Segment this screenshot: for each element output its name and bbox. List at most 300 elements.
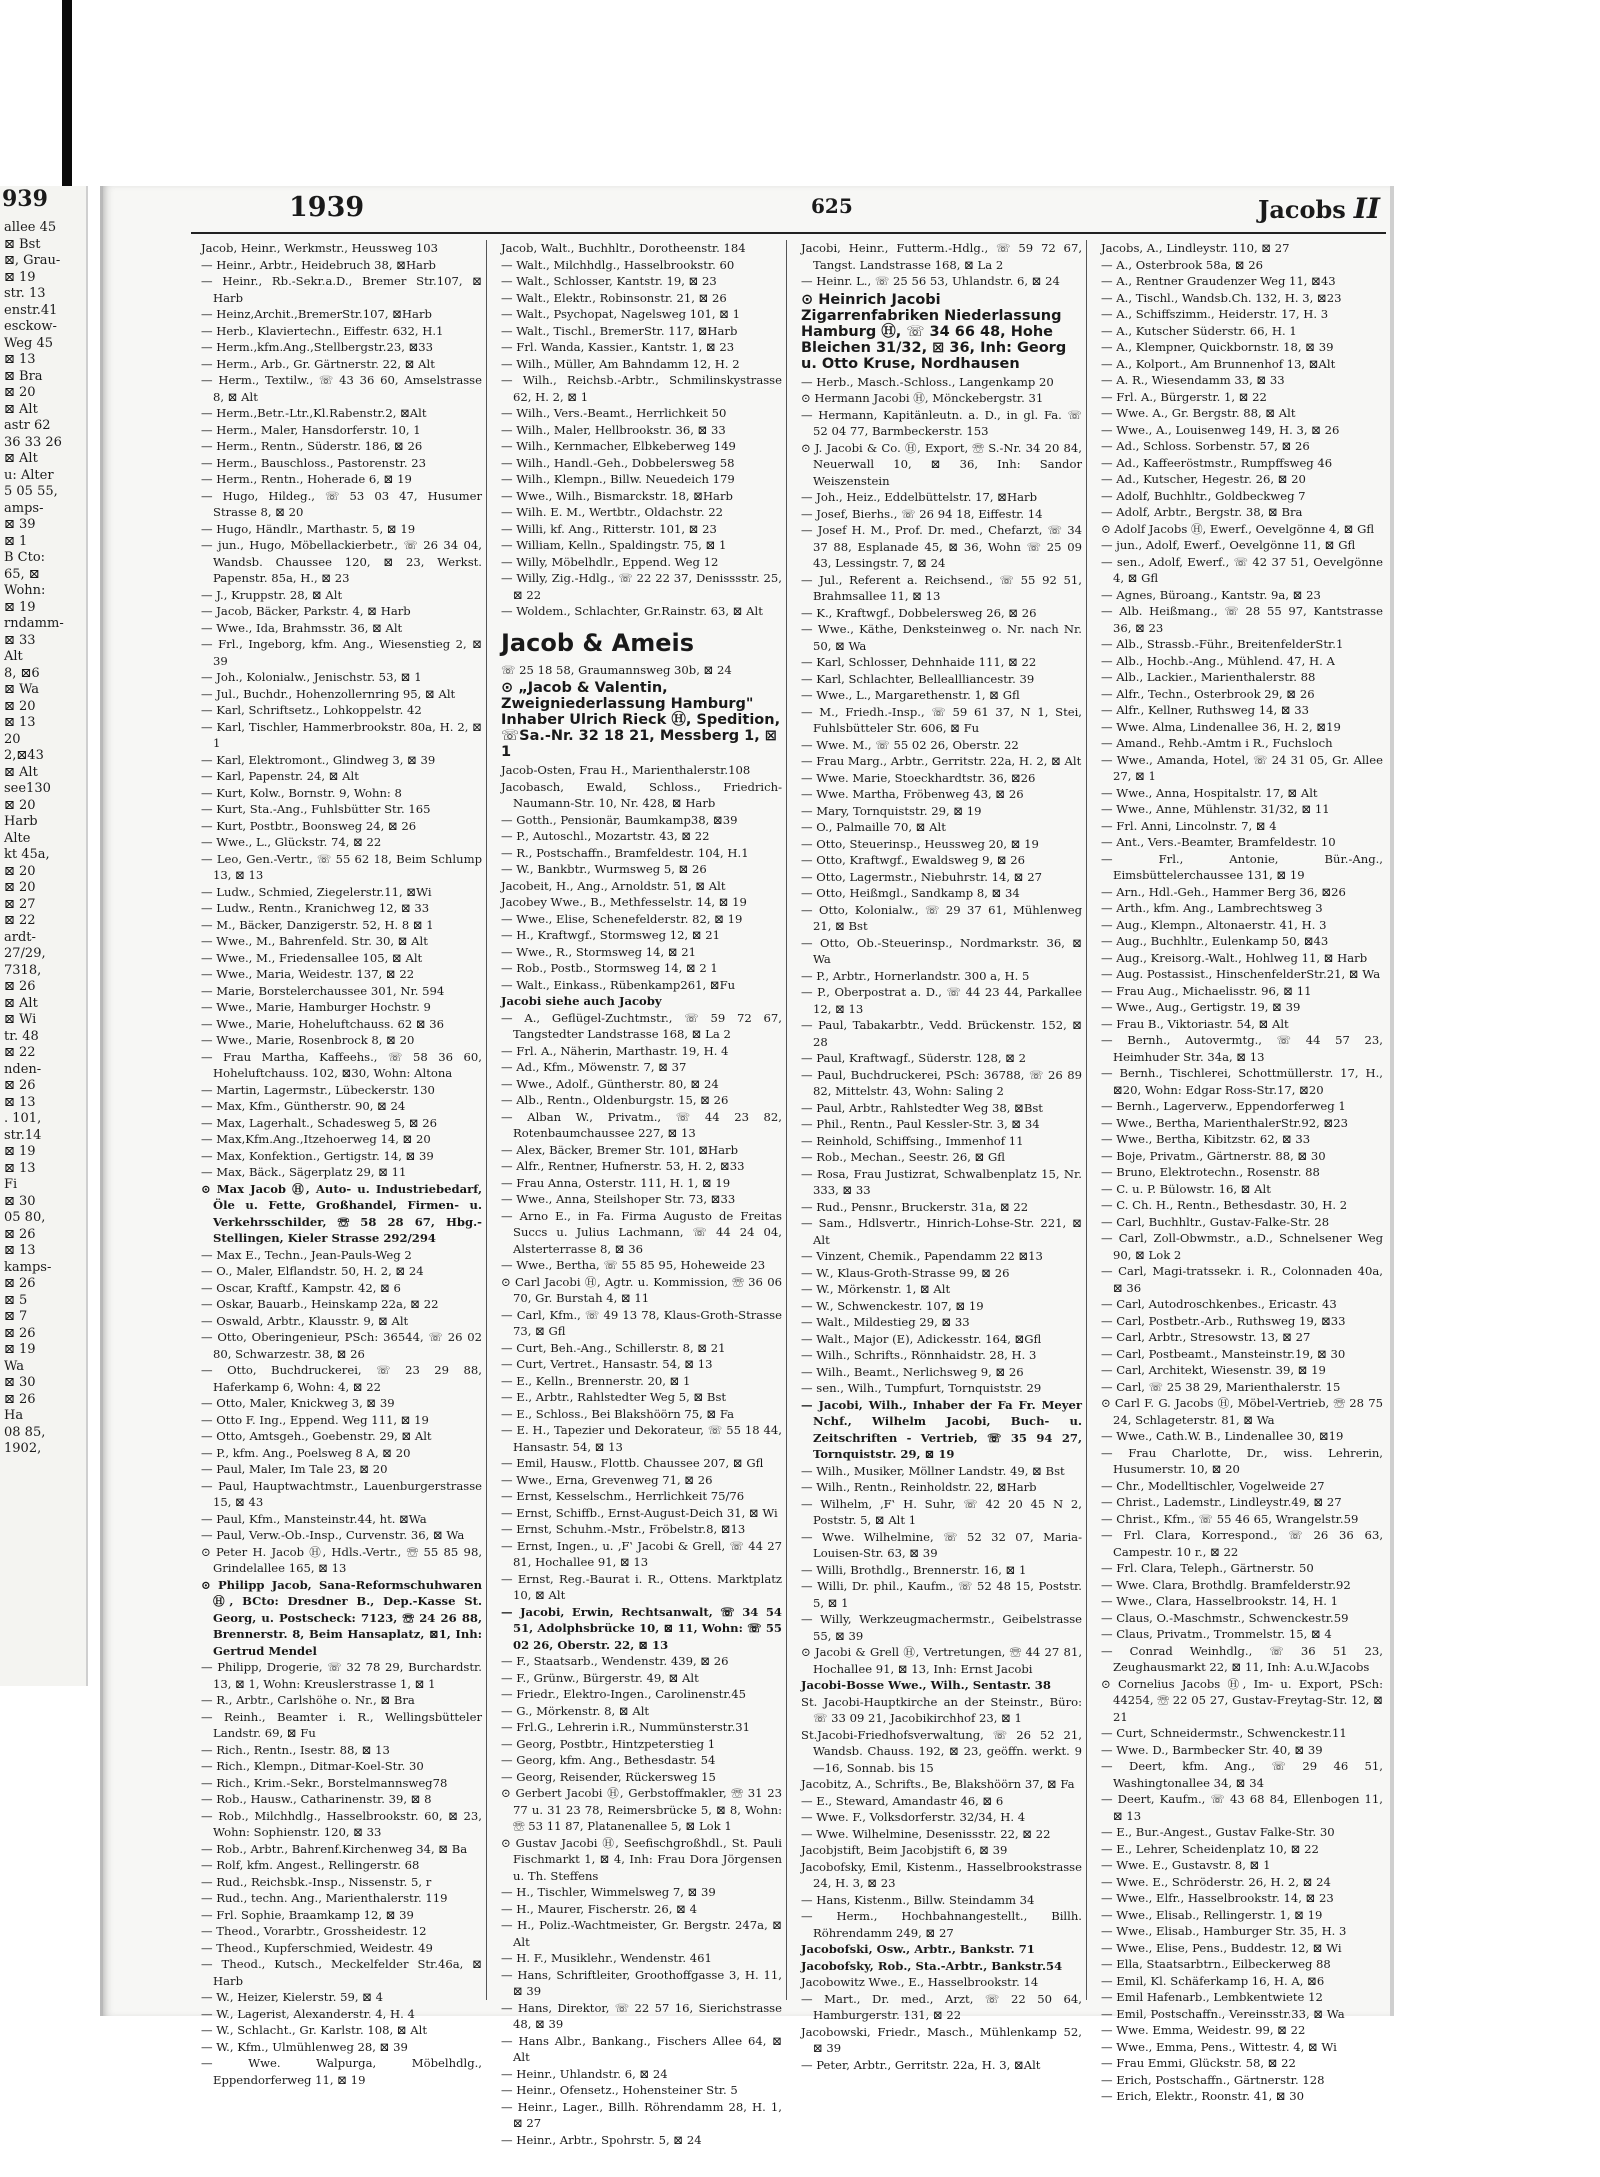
directory-entry: — Walt., Mildestieg 29, ⊠ 33 — [801, 1315, 970, 1329]
margin-fragment: ⊠ 26 — [4, 1391, 36, 1407]
directory-entry: — Wilh., Müller, Am Bahndamm 12, H. 2 — [501, 356, 740, 371]
directory-entry: — Carl, Postbeamt., Mansteinstr.19, ⊠ 30 — [1101, 1346, 1346, 1361]
directory-entry: — Hans, Kistenm., Billw. Steindamm 34 — [801, 1892, 1035, 1907]
directory-entry: — Rob., Arbtr., Bahrenf.Kirchenweg 34, ⊠ Ba — [201, 1841, 468, 1856]
directory-entry: — Alb. Heißmang., ☏ 28 55 97, Kantstrasse 36, ⊠ 23 — [1101, 604, 1383, 635]
directory-entry: — Carl, Autodroschkenbes., Ericastr. 43 — [1101, 1297, 1337, 1311]
directory-entry: — Carl, ☏ 25 38 29, Marienthalerstr. 15 — [1101, 1379, 1341, 1394]
directory-entry: — Theod., Kutsch., Meckelfelder Str.46a, ⊠ Harb — [201, 1957, 482, 1988]
directory-entry: — Emil, Hausw., Flottb. Chaussee 207, ⊠ Gfl — [501, 1456, 764, 1470]
directory-entry: — Aug. Postassist., HinschenfelderStr.21, ⊠ Wa — [1101, 967, 1381, 981]
directory-entry: — G., Mörkenstr. 8, ⊠ Alt — [501, 1703, 650, 1718]
directory-entry: — Alb., Strassb.-Führ., BreitenfelderStr.1 — [1101, 637, 1344, 651]
directory-entry: — Wwe. Martha, Fröbenweg 43, ⊠ 26 — [801, 787, 1024, 801]
directory-entry: Jacobi, Heinr., Futterm.-Hdlg., ☏ 59 72 67, Tangst. Landstrasse 168, ⊠ La 2 — [801, 241, 1082, 272]
directory-entry: — Wwe., L., Glückstr. 74, ⊠ 22 — [201, 835, 382, 849]
directory-entry: — Wwe., Ida, Brahmsstr. 36, ⊠ Alt — [201, 620, 403, 635]
page-year: 1939 — [289, 192, 365, 223]
directory-entry: — Georg, Reisender, Rückersweg 15 — [501, 1769, 716, 1784]
directory-entry: — W., Schwenckestr. 107, ⊠ 19 — [801, 1298, 984, 1313]
directory-entry: — Frl.G., Lehrerin i.R., Nummünsterstr.31 — [501, 1720, 751, 1734]
margin-fragment: ⊠ 26 — [4, 1325, 36, 1341]
directory-entry: — Martin, Lagermstr., Lübeckerstr. 130 — [201, 1082, 435, 1097]
directory-entry: — Wwe. F., Volksdorferstr. 32/34, H. 4 — [801, 1810, 1026, 1824]
directory-entry: — P., Arbtr., Hornerlandstr. 300 a, H. 5 — [801, 968, 1030, 983]
directory-entry: — Ad., Kutscher, Hegestr. 26, ⊠ 20 — [1101, 472, 1306, 486]
directory-entry: ⊙ Cornelius Jacobs Ⓗ, Im- u. Export, PSch: 44254, ☏ 22 05 27, Gustav-Freytag-Str. 12, ⊠ 21 — [1101, 1676, 1383, 1724]
directory-entry: Jacobowitz Wwe., E., Hasselbrookstr. 14 — [801, 1975, 1039, 1989]
margin-fragment: ⊠ 13 — [4, 1243, 36, 1258]
directory-entry: Jacobitz, A., Schrifts., Be, Blakshöörn 37, ⊠ Fa — [801, 1777, 1075, 1791]
directory-entry: — Heinr., Rb.-Sekr.a.D., Bremer Str.107, ⊠ Harb — [201, 274, 482, 305]
directory-entry: — Wwe., M., Friedensallee 105, ⊠ Alt — [201, 950, 423, 965]
margin-fragment: 7318, — [4, 962, 42, 978]
directory-entry: — Otto, Buchdruckerei, ☏ 23 29 88, Haferkamp 6, Wohn: 4, ⊠ 22 — [201, 1363, 482, 1394]
directory-entry: — Carl, Architekt, Wiesenstr. 39, ⊠ 19 — [1101, 1363, 1326, 1377]
margin-fragment: Harb — [4, 814, 38, 829]
margin-fragment: ⊠ 13 — [4, 352, 36, 367]
directory-entry: — Rud., techn. Ang., Marienthalerstr. 119 — [201, 1891, 448, 1905]
margin-fragment: ⊠ 22 — [4, 1045, 36, 1060]
directory-entry: — Herm., Rentn., Hoherade 6, ⊠ 19 — [201, 472, 412, 486]
directory-entry: — Wwe., Elise, Schenefelderstr. 82, ⊠ 19 — [501, 911, 743, 926]
directory-entry: — Ernst, Schuhm.-Mstr., Fröbelstr.8, ⊠13 — [501, 1522, 746, 1536]
directory-entry: — Wwe., Bertha, Kibitzstr. 62, ⊠ 33 — [1101, 1132, 1311, 1146]
directory-entry: — Wwe. E., Schröderstr. 26, H. 2, ⊠ 24 — [1101, 1874, 1331, 1889]
directory-entry: ⊙ Philipp Jacob, Sana-Reformschuhwaren Ⓗ, BCto: Dresdner B., Dep.-Kasse St. Georg, u. Postscheck: 7123, ☏ 24 26 88, Brennerstr. 8, Beim Hansaplatz, ⊠1, Inh: Gertrud Mendel — [201, 1577, 482, 1658]
directory-entry: — Rich., Klempn., Ditmar-Koel-Str. 30 — [201, 1759, 424, 1773]
directory-entry: — Hans, Direktor, ☏ 22 57 16, Sierichstrasse 48, ⊠ 39 — [501, 2000, 782, 2031]
directory-entry: — Frl. Sophie, Braamkamp 12, ⊠ 39 — [201, 1907, 414, 1922]
directory-entry: — Alex, Bäcker, Bremer Str. 101, ⊠Harb — [501, 1142, 739, 1157]
directory-entry: — Reinh., Beamter i. R., Wellingsbütteler Landstr. 69, ⊠ Fu — [201, 1709, 482, 1740]
directory-entry: — Karl, Schriftsetz., Lohkoppelstr. 42 — [201, 703, 422, 717]
directory-entry: — Friedr., Elektro-Ingen., Carolinenstr.45 — [501, 1687, 747, 1701]
directory-entry: — Paul, Kraftwagf., Süderstr. 128, ⊠ 2 — [801, 1051, 1027, 1065]
directory-entry: — Joh., Heiz., Eddelbüttelstr. 17, ⊠Harb — [801, 490, 1037, 504]
directory-entry: — Wwe. Marie, Stoeckhardtstr. 36, ⊠26 — [801, 770, 1036, 785]
directory-entry: — Alfr., Rentner, Hufnerstr. 53, H. 2, ⊠33 — [501, 1159, 745, 1173]
directory-entry: — Willy, Möbelhdlr., Eppend. Weg 12 — [501, 554, 719, 569]
directory-entry: — Willi, Brothdlg., Brennerstr. 16, ⊠ 1 — [801, 1562, 1027, 1577]
directory-entry: — E., Bur.-Angest., Gustav Falke-Str. 30 — [1101, 1825, 1335, 1839]
directory-entry: — Leo, Gen.-Vertr., ☏ 55 62 18, Beim Schlump 13, ⊠ 13 — [201, 851, 482, 882]
directory-entry: — Ernst, Kesselschm., Herrlichkeit 75/76 — [501, 1489, 745, 1503]
margin-fragment: nden- — [4, 1061, 42, 1077]
directory-entry: — Aug., Klempn., Altonaerstr. 41, H. 3 — [1101, 917, 1327, 932]
directory-entry: — Christ., Lademstr., Lindleystr.49, ⊠ 27 — [1101, 1495, 1342, 1509]
directory-entry: — Walt., Schlosser, Kantstr. 19, ⊠ 23 — [501, 274, 717, 288]
page-number: 625 — [811, 194, 853, 218]
directory-entry: — Bernh., Tischlerei, Schottmüllerstr. 17, H., ⊠20, Wohn: Edgar Ross-Str.17, ⊠20 — [1101, 1066, 1383, 1097]
directory-entry: St. Jacobi-Hauptkirche an der Steinstr., Büro: ☏ 33 09 21, Jacobikirchhof 23, ⊠ 1 — [801, 1694, 1082, 1725]
directory-entry: — E. H., Tapezier und Dekorateur, ☏ 55 18 44, Hansastr. 54, ⊠ 13 — [501, 1423, 782, 1454]
directory-entry: — Frau Anna, Osterstr. 111, H. 1, ⊠ 19 — [501, 1175, 731, 1190]
directory-entry: — Karl, Schlachter, Belleallliancestr. 39 — [801, 671, 1035, 686]
directory-entry: — Paul, Arbtr., Rahlstedter Weg 38, ⊠Bst — [801, 1100, 1043, 1115]
directory-entry: — Mary, Tornquiststr. 29, ⊠ 19 — [801, 803, 982, 818]
margin-fragment: ⊠ 26 — [4, 1276, 36, 1291]
directory-entry: — Alb., Hochb.-Ang., Mühlend. 47, H. A — [1101, 653, 1335, 668]
directory-entry: Jacob, Walt., Buchhltr., Dorotheenstr. 184 — [501, 241, 746, 255]
directory-entry: — Hans Albr., Bankang., Fischers Allee 64, ⊠ Alt — [501, 2033, 782, 2064]
directory-entry: — Wwe. M., ☏ 55 02 26, Oberstr. 22 — [801, 737, 1019, 752]
directory-entry: — Woldem., Schlachter, Gr.Rainstr. 63, ⊠ Alt — [501, 604, 763, 618]
directory-entry: — Wwe., Aug., Gertigstr. 19, ⊠ 39 — [1101, 1000, 1301, 1014]
margin-fragment: 27/29, — [4, 946, 46, 961]
margin-fragment: u: Alter — [4, 467, 54, 483]
directory-entry: — Vinzent, Chemik., Papendamm 22 ⊠13 — [801, 1249, 1043, 1263]
directory-entry: — Herb., Masch.-Schloss., Langenkamp 20 — [801, 374, 1054, 389]
previous-page-fragments — [0, 220, 86, 1458]
directory-entry: — Heinr., Arbtr., Heidebruch 38, ⊠Harb — [201, 257, 436, 272]
directory-entry: ⊙ Peter H. Jacob Ⓗ, Hdls.-Vertr., ☏ 55 85 98, Grindelallee 165, ⊠ 13 — [201, 1544, 482, 1575]
margin-fragment: ⊠ 27 — [4, 896, 36, 912]
directory-entry: — P., Oberpostrat a. D., ☏ 44 23 44, Parkallee 12, ⊠ 13 — [801, 985, 1082, 1016]
directory-entry: — Willy, Zig.-Hdlg., ☏ 22 22 37, Denisssstr. 25, ⊠ 22 — [501, 571, 782, 602]
margin-fragment: ⊠ 22 — [4, 913, 36, 928]
margin-fragment: Weg 45 — [4, 335, 53, 351]
directory-entry: St.Jacobi-Friedhofsverwaltung, ☏ 26 52 21, Wandsb. Chauss. 192, ⊠ 23, geöffn. werkt. 9—16, Sonnab. bis 15 — [801, 1727, 1082, 1775]
directory-entry: — Agnes, Büroang., Kantstr. 9a, ⊠ 23 — [1101, 587, 1321, 602]
directory-entry: — Heinr., Lager., Billh. Röhrendamm 28, H. 1, ⊠ 27 — [501, 2099, 782, 2130]
directory-entry: — Walt., Milchhdlg., Hasselbrookstr. 60 — [501, 257, 735, 272]
margin-fragment: Alte — [4, 830, 31, 846]
directory-entry: — Carl, Kfm., ☏ 49 13 78, Klaus-Groth-Strasse 73, ⊠ Gfl — [501, 1307, 782, 1338]
margin-fragment: ⊠ Alt — [4, 995, 38, 1011]
directory-entry: — Sam., Hdlsvertr., Hinrich-Lohse-Str. 221, ⊠ Alt — [801, 1216, 1082, 1247]
page-edge — [1390, 186, 1394, 2016]
directory-entry: — Ludw., Rentn., Kranichweg 12, ⊠ 33 — [201, 901, 430, 915]
directory-entry: — Oscar, Kraftf., Kampstr. 42, ⊠ 6 — [201, 1280, 401, 1295]
margin-fragment: Fi — [4, 1177, 18, 1192]
directory-entry: — jun., Hugo, Möbellackierbetr., ☏ 26 34 04, Wandsb. Chaussee 120, ⊠ 23, Werkst. Papenstr. 85a, H., ⊠ 23 — [201, 538, 482, 585]
directory-entry: — Wwe., Käthe, Denksteinweg o. Nr. nach Nr. 50, ⊠ Wa — [801, 622, 1082, 653]
directory-entry: — Phil., Rentn., Paul Kessler-Str. 3, ⊠ 34 — [801, 1117, 1040, 1131]
directory-entry: — Wilh., Vers.-Beamt., Herrlichkeit 50 — [501, 406, 727, 420]
directory-entry: — Erich, Elektr., Roonstr. 41, ⊠ 30 — [1101, 2089, 1305, 2103]
directory-entry: — Ad., Kfm., Möwenstr. 7, ⊠ 37 — [501, 1060, 687, 1074]
margin-fragment: ⊠ 19 — [4, 269, 36, 285]
directory-entry: ⊙ Gerbert Jacobi Ⓗ, Gerbstoffmakler, ☏ 31 23 77 u. 31 23 78, Reimersbrücke 5, ⊠ 8, Wohn: ☏ 53 11 87, Platanenallee 5, ⊠ Lok 1 — [501, 1786, 782, 1833]
directory-entry: — Otto F. Ing., Eppend. Weg 111, ⊠ 19 — [201, 1412, 429, 1427]
business-listing: ⊙ Heinrich Jacobi Zigarrenfabriken Niederlassung Hamburg Ⓗ, ☏ 34 66 48, Hohe Bleichen 31/32, ⊠ 36, Inh: Georg u. Otto Kruse, Nordhausen — [801, 291, 1067, 372]
directory-entry: Jacobofsky, Rob., Sta.-Arbtr., Bankstr.54 — [801, 1958, 1063, 1973]
directory-entry: — Wwe., Clara, Hasselbrookstr. 14, H. 1 — [1101, 1594, 1339, 1608]
margin-fragment: 8, ⊠6 — [4, 665, 40, 681]
directory-entry: — Wwe., Elisab., Hamburger Str. 35, H. 3 — [1101, 1924, 1347, 1938]
margin-fragment: astr 62 — [4, 418, 51, 433]
directory-entry: — J., Kruppstr. 28, ⊠ Alt — [201, 587, 343, 602]
directory-entry: — Wwe., Marie, Hamburger Hochstr. 9 — [201, 1000, 431, 1014]
margin-fragment: str.14 — [4, 1127, 42, 1143]
directory-entry: — Georg, Postbtr., Hintzpeterstieg 1 — [501, 1736, 716, 1751]
directory-entry: — Jul., Buchdr., Hohenzollernring 95, ⊠ Alt — [201, 686, 456, 701]
directory-entry: — Wilh., Reichsb.-Arbtr., Schmilinskystrasse 62, H. 2, ⊠ 1 — [501, 373, 782, 404]
directory-entry: — Hermann, Kapitänleutn. a. D., in gl. Fa. ☏ 52 04 77, Barmbeckerstr. 153 — [801, 407, 1082, 438]
directory-entry: — Willi, kf. Ang., Ritterstr. 101, ⊠ 23 — [501, 521, 717, 536]
directory-entry: — Wilh., Musiker, Möllner Landstr. 49, ⊠ Bst — [801, 1463, 1065, 1478]
directory-entry: — Frau Martha, Kaffeehs., ☏ 58 36 60, Hoheluftchauss. 102, ⊠30, Wohn: Altona — [201, 1049, 482, 1080]
directory-entry: — Rosa, Frau Justizrat, Schwalbenplatz 15, Nr. 333, ⊠ 33 — [801, 1166, 1082, 1197]
directory-entry: — Deert, Kaufm., ☏ 43 68 84, Ellenbogen 11, ⊠ 13 — [1101, 1792, 1383, 1823]
margin-fragment: ⊠ Wi — [4, 1012, 37, 1027]
margin-fragment: ⊠ 30 — [4, 1193, 36, 1209]
directory-entry: — Bruno, Elektrotechn., Rosenstr. 88 — [1101, 1165, 1320, 1179]
margin-fragment: ⊠ 39 — [4, 517, 36, 532]
directory-entry: — Georg, kfm. Ang., Bethesdastr. 54 — [501, 1753, 716, 1767]
directory-entry: — Conrad Weinhdlg., ☏ 36 51 23, Zeughausmarkt 22, ⊠ 11, Inh: A.u.W.Jacobs — [1101, 1643, 1383, 1674]
margin-fragment: ⊠ 19 — [4, 1342, 36, 1357]
directory-entry: — Christ., Kfm., ☏ 55 46 65, Wrangelstr.59 — [1101, 1511, 1359, 1526]
directory-entry: — Frl. A., Näherin, Marthastr. 19, H. 4 — [501, 1043, 729, 1058]
directory-entry: — A., Kutscher Süderstr. 66, H. 1 — [1101, 323, 1297, 338]
directory-entry: — Wwe., L., Margarethenstr. 1, ⊠ Gfl — [801, 688, 1020, 702]
directory-entry: — Josef, Bierhs., ☏ 26 94 18, Eiffestr. 14 — [801, 506, 1043, 521]
directory-entry: Jacobasch, Ewald, Schloss., Friedrich-Naumann-Str. 10, Nr. 428, ⊠ Harb — [501, 779, 782, 810]
directory-entry: — Oskar, Bauarb., Heinskamp 22a, ⊠ 22 — [201, 1297, 439, 1311]
directory-entry: — Herm.,kfm.Ang.,Stellbergstr.23, ⊠33 — [201, 340, 434, 354]
directory-entry: — Wwe. Walpurga, Möbelhdlg., Eppendorferweg 11, ⊠ 19 — [201, 2056, 482, 2087]
directory-entry: — Wwe., Maria, Weidestr. 137, ⊠ 22 — [201, 967, 415, 981]
directory-entry: ⊙ Jacobi & Grell Ⓗ, Vertretungen, ☏ 44 27 81, Hochallee 91, ⊠ 13, Inh: Ernst Jacobi — [801, 1645, 1082, 1676]
directory-entry: ⊙ Gustav Jacobi Ⓗ, Seefischgroßhdl., St. Pauli Fischmarkt 1, ⊠ 4, Inh: Frau Dora Jörgensen u. Th. Steffens — [501, 1835, 782, 1883]
directory-entry: — A., Tischl., Wandsb.Ch. 132, H. 3, ⊠23 — [1101, 290, 1342, 305]
margin-fragment: 65, ⊠ — [4, 566, 40, 582]
directory-entry: — Arth., kfm. Ang., Lambrechtsweg 3 — [1101, 901, 1323, 915]
directory-entry: ⊙ Max Jacob Ⓗ, Auto- u. Industriebedarf, Öle u. Fette, Großhandel, Firmen- u. Verkehrsschilder, ☏ 58 28 67, Hbg.-Stellingen, Kieler Strasse 292/294 — [201, 1181, 482, 1245]
directory-entry: — Wwe., A., Louisenweg 149, H. 3, ⊠ 26 — [1101, 422, 1340, 437]
directory-entry: — F., Grünw., Bürgerstr. 49, ⊠ Alt — [501, 1670, 699, 1685]
directory-entry: — Arno E., in Fa. Firma Augusto de Freitas Succs u. Julius Lachmann, ☏ 44 24 04, Alsterterrasse 8, ⊠ 36 — [501, 1208, 782, 1256]
directory-entry: — W., Schlacht., Gr. Karlstr. 108, ⊠ Alt — [201, 2023, 428, 2037]
directory-entry: — Wwe. D., Barmbecker Str. 40, ⊠ 39 — [1101, 1742, 1323, 1757]
directory-entry: — Heinr., Uhlandstr. 6, ⊠ 24 — [501, 2066, 668, 2081]
directory-entry: — Ad., Schloss. Sorbenstr. 57, ⊠ 26 — [1101, 439, 1310, 453]
directory-entry: ☏ 25 18 58, Graumannsweg 30b, ⊠ 24 — [501, 662, 732, 677]
directory-entry: — Willy, Werkzeugmachermstr., Geibelstrasse 55, ⊠ 39 — [801, 1612, 1082, 1643]
directory-entry: — Max E., Techn., Jean-Pauls-Weg 2 — [201, 1247, 412, 1262]
directory-entry: — Frau Marg., Arbtr., Gerritstr. 22a, H. 2, ⊠ Alt — [801, 754, 1082, 768]
directory-entry: — Herb., Klaviertechn., Eiffestr. 632, H.1 — [201, 323, 444, 338]
directory-entry: — Chr., Modelltischler, Vogelweide 27 — [1101, 1478, 1325, 1493]
directory-entry: ⊙ J. Jacobi & Co. Ⓗ, Export, ☏ S.-Nr. 34 20 84, Neuerwall 10, ⊠ 36, Inh: Sandor Weiszenstein — [801, 440, 1082, 488]
directory-entry: — Frl. Clara, Teleph., Gärtnerstr. 50 — [1101, 1561, 1314, 1575]
directory-entry: — W., Klaus-Groth-Strasse 99, ⊠ 26 — [801, 1265, 1010, 1280]
margin-fragment: allee 45 — [4, 220, 57, 235]
directory-entry: — C. Ch. H., Rentn., Bethesdastr. 30, H. 2 — [1101, 1198, 1348, 1212]
directory-entry: — Wwe., Anne, Mühlenstr. 31/32, ⊠ 11 — [1101, 802, 1330, 816]
margin-fragment: see130 — [4, 781, 51, 796]
directory-entry: — P., kfm. Ang., Poelsweg 8 A, ⊠ 20 — [201, 1445, 411, 1460]
directory-entry: — Wwe., Elisab., Rellingerstr. 1, ⊠ 19 — [1101, 1907, 1323, 1922]
directory-entry: — Ella, Staatsarbtrn., Eilbeckerweg 88 — [1101, 1957, 1331, 1971]
directory-entry: — Wwe. Wilhelmine, Desenissstr. 22, ⊠ 22 — [801, 1826, 1051, 1841]
directory-entry: — Frau Emmi, Glückstr. 58, ⊠ 22 — [1101, 2056, 1296, 2070]
directory-entry: — Wwe. E., Gustavstr. 8, ⊠ 1 — [1101, 1858, 1271, 1872]
directory-entry: — M., Bäcker, Danzigerstr. 52, H. 8 ⊠ 1 — [201, 917, 434, 932]
directory-entry: — A., Rentner Graudenzer Weg 11, ⊠43 — [1101, 274, 1336, 288]
directory-entry: — Wilh., Handl.-Geh., Dobbelersweg 58 — [501, 455, 735, 470]
directory-entry: — Otto, Amtsgeh., Goebenstr. 29, ⊠ Alt — [201, 1429, 432, 1443]
directory-entry: — Heinz,Archit.,BremerStr.107, ⊠Harb — [201, 307, 432, 321]
directory-entry: — Wwe., Emma, Pens., Wittestr. 4, ⊠ Wi — [1101, 2039, 1337, 2054]
margin-fragment: ⊠ 26 — [4, 979, 36, 994]
margin-fragment: amps- — [4, 500, 44, 516]
directory-entry: Jacobjstift, Beim Jacobjstift 6, ⊠ 39 — [801, 1843, 1008, 1857]
column-2 — [497, 240, 787, 2147]
directory-entry: Jacobofski, Osw., Arbtr., Bankstr. 71 — [801, 1942, 1035, 1956]
margin-fragment: tr. 48 — [4, 1028, 39, 1044]
directory-entry: — Adolf, Buchhltr., Goldbeckweg 7 — [1101, 488, 1306, 503]
directory-entry: — Wwe., R., Stormsweg 14, ⊠ 21 — [501, 944, 697, 959]
directory-entry: — Walt., Major (E), Adickesstr. 164, ⊠Gfl — [801, 1331, 1042, 1346]
directory-entry: — Peter, Arbtr., Gerritstr. 22a, H. 3, ⊠Alt — [801, 2057, 1041, 2072]
directory-entry: — Ernst, Ingen., u. ‚F‛ Jacobi & Grell, ☏ 44 27 81, Hochallee 91, ⊠ 13 — [501, 1538, 782, 1569]
directory-entry: — Ludw., Schmied, Ziegelerstr.11, ⊠Wi — [201, 884, 432, 899]
margin-fragment: ⊠ 5 — [4, 1292, 28, 1308]
directory-entry: — Jacobi, Wilh., Inhaber der Fa Fr. Meyer Nchf., Wilhelm Jacobi, Buch- u. Zeitschriften - Vertrieb, ☏ 35 94 27, Tornquiststr. 29, ⊠ 19 — [801, 1397, 1082, 1461]
page-header — [191, 188, 1386, 234]
directory-entry: — Ernst, Reg.-Baurat i. R., Ottens. Marktplatz 10, ⊠ Alt — [501, 1571, 782, 1602]
directory-entry: — Arn., Hdl.-Geh., Hammer Berg 36, ⊠26 — [1101, 884, 1346, 899]
directory-entry: — Herm., Maler, Hansdorferstr. 10, 1 — [201, 422, 421, 437]
directory-entry: — Wilh. E. M., Wertbtr., Oldachstr. 22 — [501, 505, 723, 519]
directory-entry: — P., Autoschl., Mozartstr. 43, ⊠ 22 — [501, 829, 710, 843]
directory-entry: — Frl. Clara, Korrespond., ☏ 26 36 63, Campestr. 10 r., ⊠ 22 — [1101, 1528, 1383, 1559]
directory-entry: — Jul., Referent a. Reichsend., ☏ 55 92 51, Brahmsallee 11, ⊠ 13 — [801, 572, 1082, 603]
directory-entry: Jacobowski, Friedr., Masch., Mühlenkamp 52, ⊠ 39 — [801, 2024, 1082, 2055]
margin-fragment: 08 85, — [4, 1424, 46, 1440]
directory-entry: — W., Lagerist, Alexanderstr. 4, H. 4 — [201, 2006, 415, 2021]
margin-fragment: ⊠ 19 — [4, 1144, 36, 1159]
directory-entry: — Rob., Mechan., Seestr. 26, ⊠ Gfl — [801, 1150, 1006, 1164]
directory-entry: — Wwe., Cath.W. B., Lindenallee 30, ⊠19 — [1101, 1429, 1344, 1443]
part-number: II — [1353, 192, 1380, 225]
directory-entry: — Frl., Ingeborg, kfm. Ang., Wiesenstieg 2, ⊠ 39 — [201, 637, 482, 668]
directory-entry: — A. R., Wiesendamm 33, ⊠ 33 — [1101, 373, 1285, 387]
directory-entry: — Alb., Lackier., Marienthalerstr. 88 — [1101, 670, 1316, 684]
directory-entry: Jacob-Osten, Frau H., Marienthalerstr.108 — [501, 763, 751, 777]
margin-fragment: 1902, — [4, 1441, 42, 1456]
directory-entry: Jacobi siehe auch Jacoby — [501, 994, 662, 1008]
directory-entry: — Wwe., Elfr., Hasselbrookstr. 14, ⊠ 23 — [1101, 1891, 1334, 1905]
column-4 — [1097, 240, 1387, 2103]
directory-entry: — Emil, Postschaffn., Vereinsstr.33, ⊠ Wa — [1101, 2006, 1345, 2021]
directory-entry: — Wwe., Erna, Grevenweg 71, ⊠ 26 — [501, 1472, 713, 1487]
directory-entry: — Frl., Antonie, Bür.-Ang., Eimsbüttelerchaussee 131, ⊠ 19 — [1101, 851, 1383, 882]
directory-entry: — Wwe., M., Bahrenfeld. Str. 30, ⊠ Alt — [201, 934, 428, 948]
directory-entry: — Carl, Arbtr., Stresowstr. 13, ⊠ 27 — [1101, 1330, 1311, 1344]
margin-fragment: 20 — [4, 731, 21, 747]
directory-entry: — Frau Aug., Michaelisstr. 96, ⊠ 11 — [1101, 983, 1312, 998]
directory-entry: — Carl, Postbetr.-Arb., Ruthsweg 19, ⊠33 — [1101, 1313, 1346, 1328]
directory-entry: — Reinhold, Schiffsing., Immenhof 11 — [801, 1133, 1024, 1148]
directory-entry: — Max, Kfm., Güntherstr. 90, ⊠ 24 — [201, 1099, 406, 1113]
directory-entry: — Otto, Oberingenieur, PSch: 36544, ☏ 26 02 80, Schwarzestr. 38, ⊠ 26 — [201, 1330, 482, 1361]
directory-entry: — Karl, Tischler, Hammerbrookstr. 80a, H. 2, ⊠ 1 — [201, 719, 482, 750]
directory-entry: — W., Heizer, Kielerstr. 59, ⊠ 4 — [201, 1990, 383, 2004]
margin-fragment: ⊠ 33 — [4, 632, 36, 648]
directory-entry: — Hugo, Händlr., Marthastr. 5, ⊠ 19 — [201, 521, 416, 536]
directory-entry: — Frau B., Viktoriastr. 54, ⊠ Alt — [1101, 1016, 1289, 1031]
directory-entry: — Wwe., Amanda, Hotel, ☏ 24 31 05, Gr. Allee 27, ⊠ 1 — [1101, 752, 1383, 783]
directory-entry: — Heinr. L., ☏ 25 56 53, Uhlandstr. 6, ⊠ 24 — [801, 274, 1060, 288]
directory-entry: — Walt., Elektr., Robinsonstr. 21, ⊠ 26 — [501, 290, 727, 305]
margin-fragment: ⊠ 13 — [4, 1094, 36, 1110]
directory-entry: — Wilh., Kernmacher, Elbkeberweg 149 — [501, 439, 736, 453]
directory-entry: — Emil, Kl. Schäferkamp 16, H. A, ⊠6 — [1101, 1973, 1325, 1988]
directory-entry: — Walt., Tischl., BremerStr. 117, ⊠Harb — [501, 323, 738, 338]
directory-entry: — Wwe., Wilh., Bismarckstr. 18, ⊠Harb — [501, 488, 733, 503]
directory-entry: — Herm., Textilw., ☏ 43 36 60, Amselstrasse 8, ⊠ Alt — [201, 373, 482, 404]
margin-fragment: . 101, — [4, 1111, 42, 1126]
directory-entry: — A., Osterbrook 58a, ⊠ 26 — [1101, 257, 1264, 272]
directory-entry: — Claus, Privatm., Trommelstr. 15, ⊠ 4 — [1101, 1627, 1332, 1641]
directory-entry: — Emil Hafenarb., Lembkentwiete 12 — [1101, 1990, 1323, 2004]
directory-entry: — Hans, Schriftleiter, Groothoffgasse 3, H. 11, ⊠ 39 — [501, 1967, 782, 1998]
directory-entry: — Heinr., Arbtr., Spohrstr. 5, ⊠ 24 — [501, 2132, 702, 2147]
directory-entry: — Wwe., Anna, Steilshoper Str. 73, ⊠33 — [501, 1192, 736, 1206]
directory-entry: Jacobey Wwe., B., Methfesselstr. 14, ⊠ 19 — [501, 895, 747, 909]
directory-entry: — Walt., Einkass., Rübenkamp261, ⊠Fu — [501, 977, 736, 992]
margin-fragment: ardt- — [4, 929, 36, 945]
directory-entry: — Rich., Rentn., Isestr. 88, ⊠ 13 — [201, 1742, 390, 1757]
margin-fragment: ⊠ 20 — [4, 863, 36, 879]
directory-entry: — Carl, Buchhltr., Gustav-Falke-Str. 28 — [1101, 1214, 1330, 1229]
directory-entry: — Max,Kfm.Ang.,Itzehoerweg 14, ⊠ 20 — [201, 1132, 431, 1146]
directory-entry: — Herm., Hochbahnangestellt., Billh. Röhrendamm 249, ⊠ 27 — [801, 1909, 1082, 1940]
directory-entry: — Rud., Reichsbk.-Insp., Nissenstr. 5, r — [201, 1874, 432, 1889]
margin-fragment: kt 45a, — [4, 847, 50, 862]
directory-entry: — Max, Lagerhalt., Schadesweg 5, ⊠ 26 — [201, 1115, 438, 1130]
directory-entry: — Wwe. Wilhelmine, ☏ 52 32 07, Maria-Louisen-Str. 63, ⊠ 39 — [801, 1529, 1082, 1560]
directory-entry: — Alban W., Privatm., ☏ 44 23 82, Rotenbaumchaussee 227, ⊠ 13 — [501, 1109, 782, 1140]
directory-entry: — Karl, Elektromont., Glindweg 3, ⊠ 39 — [201, 752, 436, 767]
directory-entry: — Karl, Papenstr. 24, ⊠ Alt — [201, 769, 359, 783]
directory-entry: — Herm., Rentn., Süderstr. 186, ⊠ 26 — [201, 439, 423, 453]
directory-entry: — Wilh., Rentn., Reinholdstr. 22, ⊠Harb — [801, 1480, 1037, 1494]
directory-entry: — Herm.,Betr.-Ltr.,Kl.Rabenstr.2, ⊠Alt — [201, 406, 427, 420]
directory-entry: — E., Arbtr., Rahlstedter Weg 5, ⊠ Bst — [501, 1390, 727, 1404]
margin-fragment: ⊠ Alt — [4, 451, 38, 466]
directory-entry: — Wilhelm, ‚F‛ H. Suhr, ☏ 42 20 45 N 2, Poststr. 5, ⊠ Alt 1 — [801, 1496, 1082, 1527]
margin-fragment: ⊠ Alt — [4, 401, 38, 417]
directory-entry: — Otto, Kolonialw., ☏ 29 37 61, Mühlenweg 21, ⊠ Bst — [801, 902, 1082, 933]
directory-entry: — Deert, kfm. Ang., ☏ 29 46 51, Washingtonallee 34, ⊠ 34 — [1101, 1759, 1383, 1790]
directory-entry: — Carl, Zoll-Obwmstr., a.D., Schnelsener Weg 90, ⊠ Lok 2 — [1101, 1231, 1383, 1262]
margin-fragment: ⊠ 13 — [4, 1160, 36, 1176]
directory-entry: — A., Geflügel-Zuchtmstr., ☏ 59 72 67, Tangstedter Landstrasse 168, ⊠ La 2 — [501, 1010, 782, 1041]
directory-entry: — Otto, Ob.-Steuerinsp., Nordmarkstr. 36, ⊠ Wa — [801, 935, 1082, 966]
directory-entry: — E., Kelln., Brennerstr. 20, ⊠ 1 — [501, 1373, 691, 1388]
margin-fragment: B Cto: — [4, 550, 46, 565]
margin-fragment: ⊠ Bst — [4, 236, 41, 252]
directory-entry: — H., Maurer, Fischerstr. 26, ⊠ 4 — [501, 1901, 697, 1916]
directory-entry: — sen., Adolf, Ewerf., ☏ 42 37 51, Oevelgönne 4, ⊠ Gfl — [1101, 554, 1383, 585]
directory-entry: — Frl. Anni, Lincolnstr. 7, ⊠ 4 — [1101, 818, 1277, 833]
directory-entry: — F., Staatsarb., Wendenstr. 439, ⊠ 26 — [501, 1654, 729, 1668]
directory-entry: — Aug., Kreisorg.-Walt., Hohlweg 11, ⊠ Harb — [1101, 950, 1368, 965]
keyword-text: Jacobs — [1257, 195, 1346, 224]
directory-entry: — Wwe., Adolf., Güntherstr. 80, ⊠ 24 — [501, 1076, 719, 1091]
directory-entry: — Wwe., Anna, Hospitalstr. 17, ⊠ Alt — [1101, 785, 1318, 800]
directory-entry: — Curt, Beh.-Ang., Schillerstr. 8, ⊠ 21 — [501, 1340, 726, 1355]
directory-entry: — sen., Wilh., Tumpfurt, Tornquiststr. 29 — [801, 1381, 1042, 1395]
margin-fragment: Wohn: — [4, 583, 46, 598]
directory-entry: — Ernst, Schiffb., Ernst-August-Deich 31, ⊠ Wi — [501, 1505, 778, 1520]
directory-entry: — Kurt, Sta.-Ang., Fuhlsbütter Str. 165 — [201, 802, 431, 816]
